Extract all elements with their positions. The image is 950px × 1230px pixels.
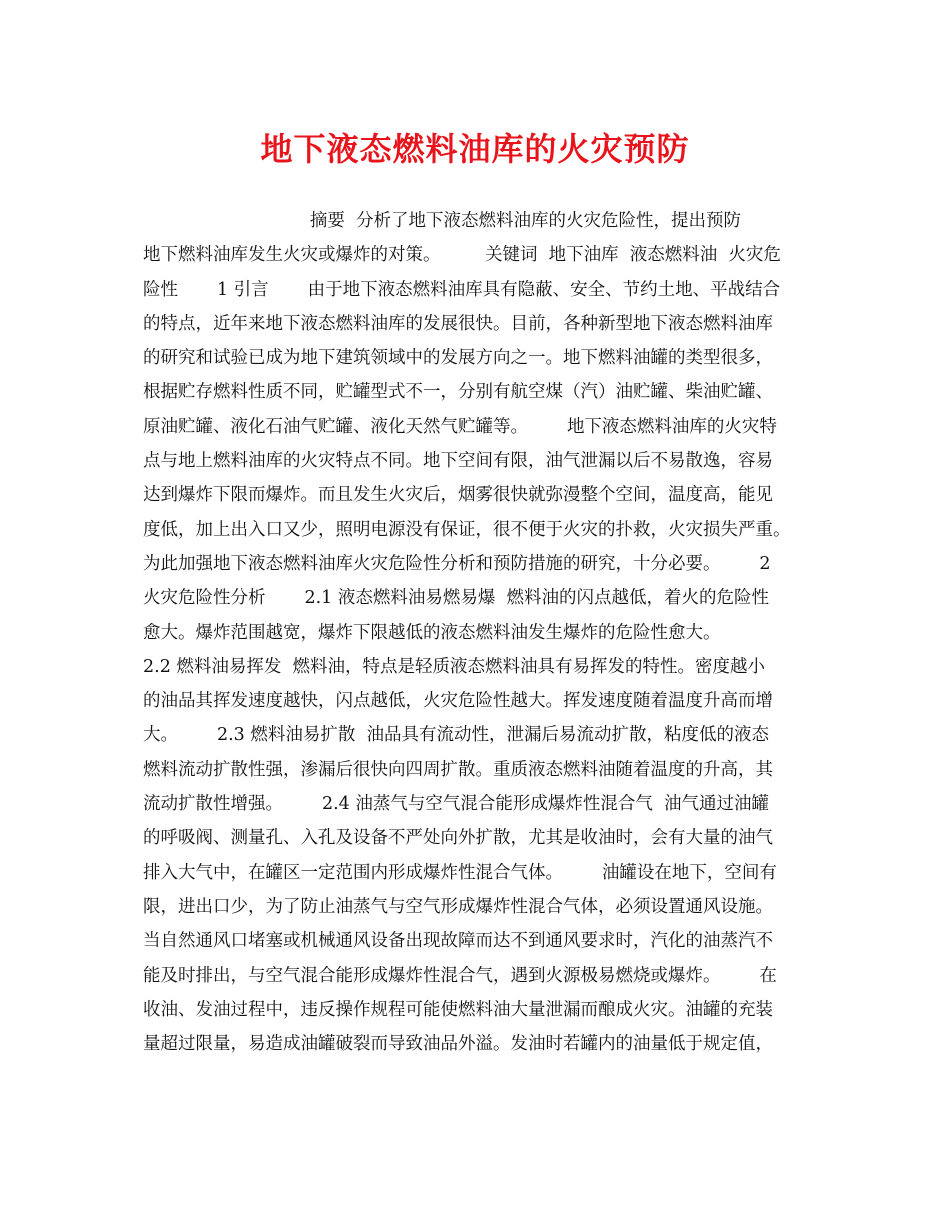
body-text-line: 的油品其挥发速度越快，闪点越低，火灾危险性越大。挥发速度随着温度升高而增 [143,691,773,712]
body-text-line: 为此加强地下液态燃料油库火灾危险性分析和预防措施的研究，十分必要。 2 [143,553,771,574]
body-text-line: 2.2 燃料油易挥发 燃料油，特点是轻质液态燃料油具有易挥发的特性。密度越小 [143,656,766,677]
body-text-line: 达到爆炸下限而爆炸。而且发生火灾后，烟雾很快就弥漫整个空间，温度高，能见 [143,485,773,506]
body-text-line: 的呼吸阀、测量孔、入孔及设备不严处向外扩散，尤其是收油时，会有大量的油气 [143,828,773,849]
body-text-line: 流动扩散性增强。 2.4 油蒸气与空气混合能形成爆炸性混合气 油气通过油罐 [143,794,769,815]
body-text-line: 地下燃料油库发生火灾或爆炸的对策。 关键词 地下油库 液态燃料油 火灾危 [143,245,781,266]
body-text-line: 摘要 分析了地下液态燃料油库的火灾危险性，提出预防 [143,211,742,231]
body-text-line: 度低，加上出入口又少，照明电源没有保证，很不便于火灾的扑救，火灾损失严重。 [143,519,791,540]
document-body [143,204,823,1061]
body-text-line: 火灾危险性分析 2.1 液态燃料油易燃易爆 燃料油的闪点越低，着火的危险性 [143,588,769,609]
body-text-line: 愈大。爆炸范围越宽，爆炸下限越低的液态燃料油发生爆炸的危险性愈大。 [143,622,721,643]
document-title: 地下液态燃料油库的火灾预防 [260,130,690,168]
body-text-line: 限，进出口少，为了防止油蒸气与空气形成爆炸性混合气体，必须设置通风设施。 [143,896,773,917]
body-text-line: 燃料流动扩散性强，渗漏后很快向四周扩散。重质液态燃料油随着温度的升高，其 [143,759,773,780]
body-text-line: 点与地上燃料油库的火灾特点不同。地下空间有限，油气泄漏以后不易散逸，容易 [143,451,773,472]
body-text-line: 根据贮存燃料性质不同，贮罐型式不一，分别有航空煤（汽）油贮罐、柴油贮罐、 [143,382,773,403]
body-text-line: 量超过限量，易造成油罐破裂而导致油品外溢。发油时若罐内的油量低于规定值， [143,1034,773,1055]
body-text-line: 大。 2.3 燃料油易扩散 油品具有流动性，泄漏后易流动扩散，粘度低的液态 [143,725,769,746]
body-text-line: 险性 1 引言 由于地下液态燃料油库具有隐蔽、安全、节约土地、平战结合 [143,279,781,300]
body-text-line: 能及时排出，与空气混合能形成爆炸性混合气，遇到火源极易燃烧或爆炸。 在 [143,965,777,986]
body-text-line: 原油贮罐、液化石油气贮罐、液化天然气贮罐等。 地下液态燃料油库的火灾特 [143,416,777,437]
body-text-line: 的研究和试验已成为地下建筑领域中的发展方向之一。地下燃料油罐的类型很多， [143,348,773,369]
body-text-line: 收油、发油过程中，违反操作规程可能使燃料油大量泄漏而酿成火灾。油罐的充装 [143,999,773,1020]
body-text-line: 的特点，近年来地下液态燃料油库的发展很快。目前，各种新型地下液态燃料油库 [143,313,773,334]
body-text-line: 排入大气中，在罐区一定范围内形成爆炸性混合气体。 油罐设在地下，空间有 [143,862,777,883]
body-text-line: 当自然通风口堵塞或机械通风设备出现故障而达不到通风要求时，汽化的油蒸汽不 [143,931,773,952]
